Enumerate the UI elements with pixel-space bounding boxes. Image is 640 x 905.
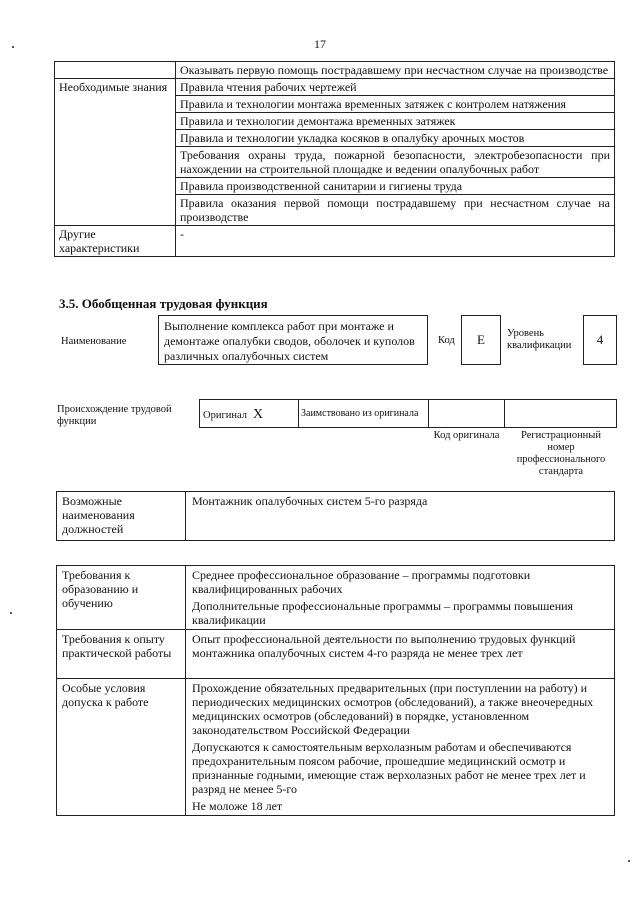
table-cell: - <box>176 226 615 257</box>
positions-value: Монтажник опалубочных систем 5-го разряда <box>186 492 615 541</box>
level-label: Уровень квалификации <box>507 328 572 351</box>
level-box <box>583 315 617 365</box>
function-name: Выполнение комплекса работ при монтаже и демонтаже опалубки сводов, оболочек и куполов различных опалубочных систем <box>164 319 415 363</box>
table-cell: Правила оказания первой помощи пострадавшему при несчастном случае на производстве <box>176 195 615 226</box>
scan-speck <box>12 46 14 48</box>
function-name-box <box>158 315 428 365</box>
requirements-table <box>56 565 615 816</box>
row-label-other: Другие характеристики <box>55 226 176 257</box>
special-conditions-label: Особые условия допуска к работе <box>57 679 186 816</box>
scan-speck <box>628 860 630 862</box>
page-number: 17 <box>314 37 326 51</box>
original-code-caption: Код оригинала <box>433 430 500 441</box>
table-row <box>57 679 615 816</box>
level-value: 4 <box>596 332 604 347</box>
table-cell: Требования охраны труда, пожарной безопасности, электробезопасности при нахождении на строительной площадке и ведении опалубочных работ <box>176 147 615 178</box>
registration-number-cell <box>504 399 617 428</box>
borrowed-label: Заимствовано из оригинала <box>301 408 419 419</box>
paragraph: Среднее профессиональное образование – программы подготовки квалифицированных рабочих <box>192 568 531 596</box>
experience-label: Требования к опыту практической работы <box>57 630 186 679</box>
original-cell <box>199 399 299 428</box>
row-label <box>55 62 176 79</box>
original-code-cell <box>428 399 505 428</box>
original-label: Оригинал <box>203 410 247 421</box>
code-value: E <box>477 332 485 347</box>
paragraph: Прохождение обязательных предварительных (при поступлении на работу) и периодических медицинских осмотров (обследований), а также внеочередных медицинских осмотров (обследований) в порядке, установленном законодательством Российской Федерации <box>192 681 594 737</box>
table-cell: Правила и технологии укладка косяков в опалубку арочных мостов <box>176 130 615 147</box>
original-mark: X <box>253 407 264 422</box>
registration-caption: Регистрационный номер профессионального стандарта <box>516 430 606 477</box>
table-cell: Правила производственной санитарии и гигиены труда <box>176 178 615 195</box>
table-cell: Правила чтения рабочих чертежей <box>176 79 615 96</box>
scan-speck <box>10 612 12 614</box>
table-cell: Правила и технологии монтажа временных затяжек с контролем натяжения <box>176 96 615 113</box>
table-cell: Правила и технологии демонтажа временных затяжек <box>176 113 615 130</box>
code-label: Код <box>438 335 455 346</box>
paragraph: Не моложе 18 лет <box>192 799 283 813</box>
table-row <box>57 492 615 541</box>
origin-label: Происхождение трудовой функции <box>57 404 172 427</box>
special-conditions-value <box>186 679 615 816</box>
borrowed-cell <box>298 399 429 428</box>
table-row <box>57 566 615 630</box>
row-label-knowledge: Необходимые знания <box>55 79 176 226</box>
paragraph: Опыт профессиональной деятельности по выполнению трудовых функций монтажника опалубочных систем 4-го разряда не менее трех лет <box>192 632 576 660</box>
name-label: Наименование <box>61 336 127 347</box>
knowledge-table <box>54 61 615 257</box>
education-label: Требования к образованию и обучению <box>57 566 186 630</box>
paragraph: Дополнительные профессиональные программы – программы повышения квалификации <box>192 599 574 627</box>
paragraph: Допускаются к самостоятельным верхолазным работам и обеспечиваются предохранительным поясом рабочие, прошедшие медицинский осмотр и признанные годными, имеющие стаж верхолазных работ не менее трех лет и разряд не менее 5-го <box>192 740 586 796</box>
table-row <box>57 630 615 679</box>
section-title: 3.5. Обобщенная трудовая функция <box>59 296 268 311</box>
positions-table <box>56 491 615 541</box>
education-value <box>186 566 615 630</box>
code-box <box>461 315 501 365</box>
experience-value <box>186 630 615 679</box>
table-cell: Оказывать первую помощь пострадавшему при несчастном случае на производстве <box>176 62 615 79</box>
positions-label: Возможные наименования должностей <box>57 492 186 541</box>
table-row <box>55 62 615 79</box>
table-row <box>55 79 615 96</box>
table-row <box>55 226 615 257</box>
